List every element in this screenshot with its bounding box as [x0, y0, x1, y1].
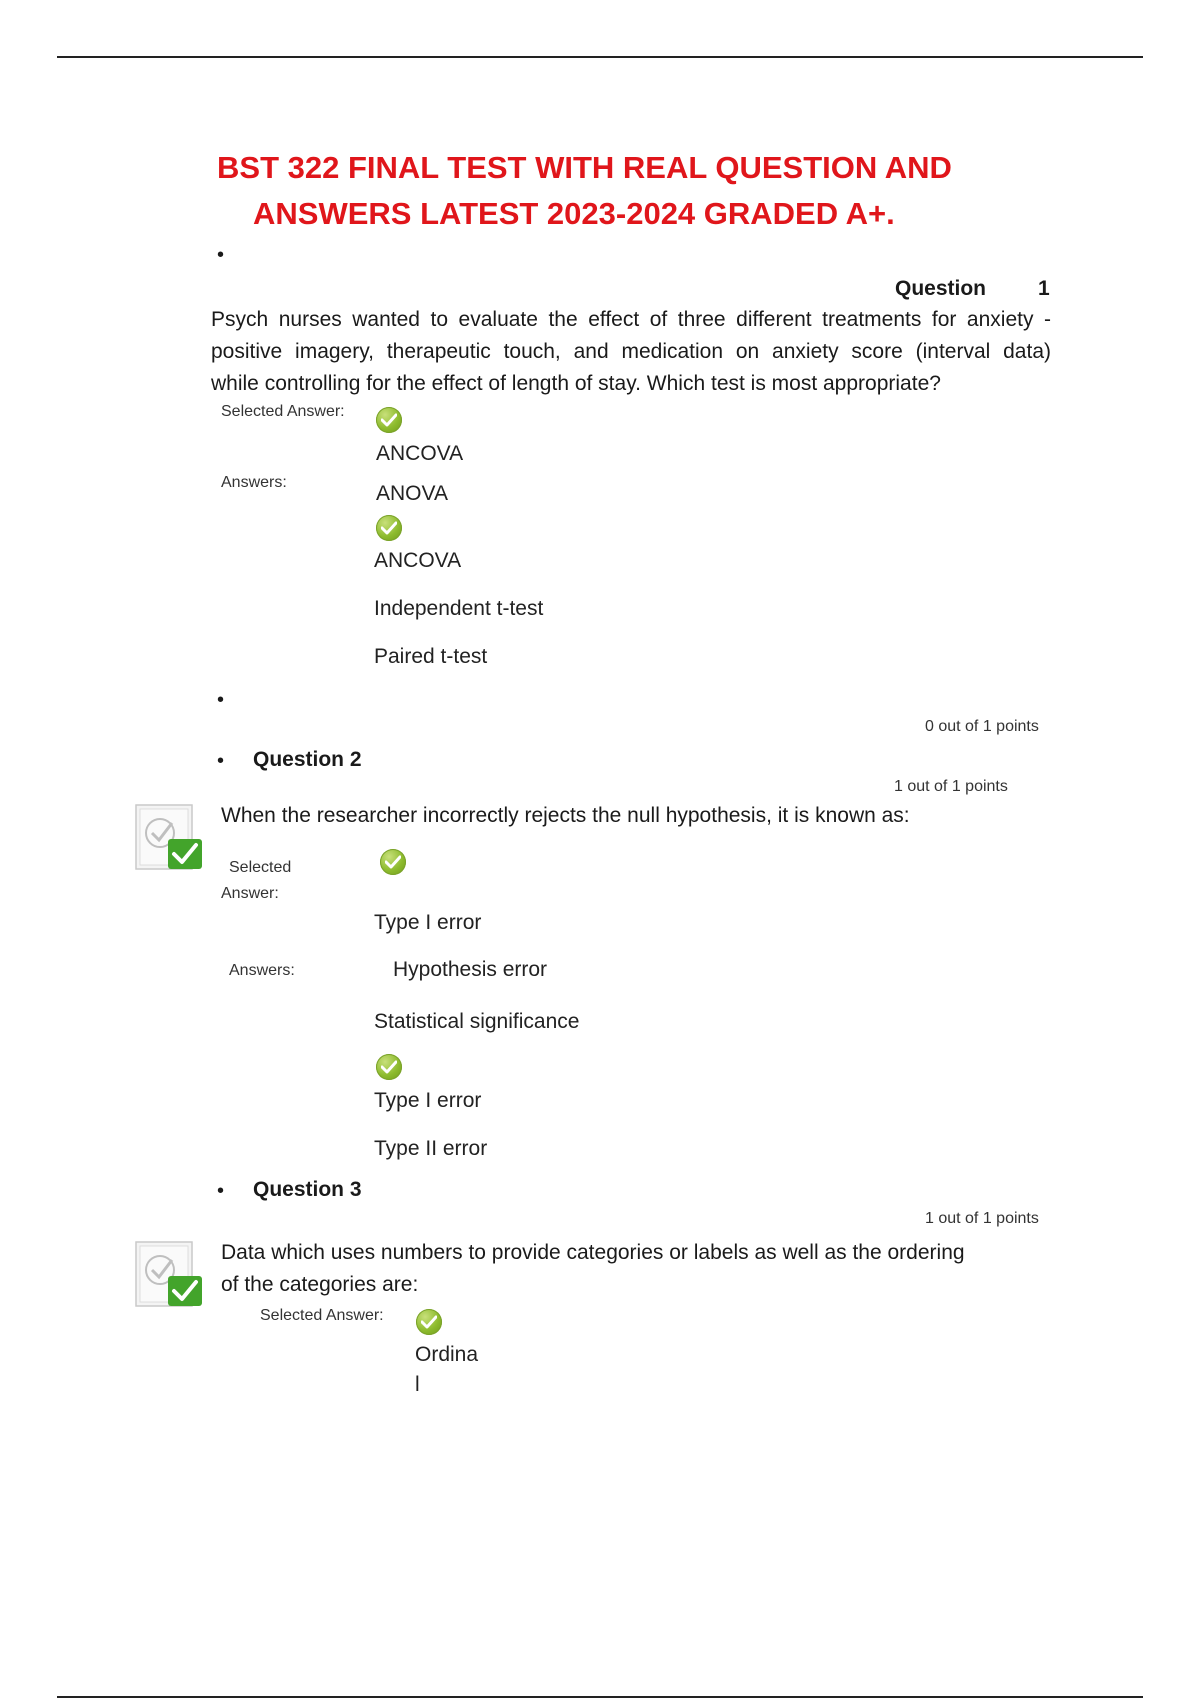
q1-points: 0 out of 1 points — [925, 718, 1039, 735]
bullet: • — [217, 244, 225, 266]
q2-answer-3: Type I error — [374, 1089, 482, 1112]
q1-number: 1 — [1038, 277, 1050, 300]
q2-answers-label: Answers: — [229, 962, 295, 979]
q2-points: 1 out of 1 points — [894, 778, 1008, 795]
q1-text-line3: while controlling for the effect of length of stay. Which test is most appropriate? — [211, 372, 941, 395]
document-title-line2: ANSWERS LATEST 2023-2024 GRADED A+. — [253, 196, 895, 231]
q2-selected-answer: Type I error — [374, 911, 482, 934]
document-title-line1: BST 322 FINAL TEST WITH REAL QUESTION AND — [217, 150, 952, 185]
q2-answer-1: Hypothesis error — [393, 958, 548, 981]
q1-selected-answer: ANCOVA — [376, 442, 464, 465]
check-icon — [376, 407, 402, 433]
check-icon — [376, 515, 402, 541]
q2-text: When the researcher incorrectly rejects the null hypothesis, it is known as: — [221, 804, 910, 827]
graded-document-icon — [134, 803, 204, 875]
check-icon — [380, 849, 406, 875]
q2-answer-4: Type II error — [374, 1137, 488, 1160]
q3-text-line1: Data which uses numbers to provide categories or labels as well as the ordering — [221, 1241, 965, 1264]
q3-selected-label: Selected Answer: — [260, 1307, 384, 1324]
q3-text-line2: of the categories are: — [221, 1273, 419, 1296]
bullet: • — [217, 750, 225, 772]
q1-answer-3: Independent t-test — [374, 597, 544, 620]
q2-label: Question 2 — [253, 748, 362, 771]
q1-answers-label: Answers: — [221, 474, 287, 491]
q1-text-line1: Psych nurses wanted to evaluate the effect of three different treatments for anxiety - — [211, 308, 1051, 331]
q1-answer-4: Paired t-test — [374, 645, 488, 668]
q3-selected-answer-part2: l — [415, 1373, 420, 1396]
check-icon — [376, 1054, 402, 1080]
q1-answer-1: ANOVA — [376, 482, 448, 505]
q1-selected-label: Selected Answer: — [221, 403, 345, 420]
q3-label: Question 3 — [253, 1178, 362, 1201]
bottom-rule — [57, 1696, 1143, 1698]
bullet: • — [217, 1180, 225, 1202]
q1-label: Question — [895, 277, 987, 300]
q2-answer-2: Statistical significance — [374, 1010, 580, 1033]
bullet: • — [217, 689, 225, 711]
q2-selected-label-1: Selected — [229, 859, 292, 876]
graded-document-icon — [134, 1240, 204, 1312]
q3-selected-answer-part1: Ordina — [415, 1343, 479, 1366]
q3-points: 1 out of 1 points — [925, 1210, 1039, 1227]
q1-answer-2: ANCOVA — [374, 549, 462, 572]
q2-selected-label-2: Answer: — [221, 885, 279, 902]
top-rule — [57, 56, 1143, 58]
check-icon — [416, 1309, 442, 1335]
q1-text-line2: positive imagery, therapeutic touch, and medication on anxiety score (interval data) — [211, 340, 1051, 363]
